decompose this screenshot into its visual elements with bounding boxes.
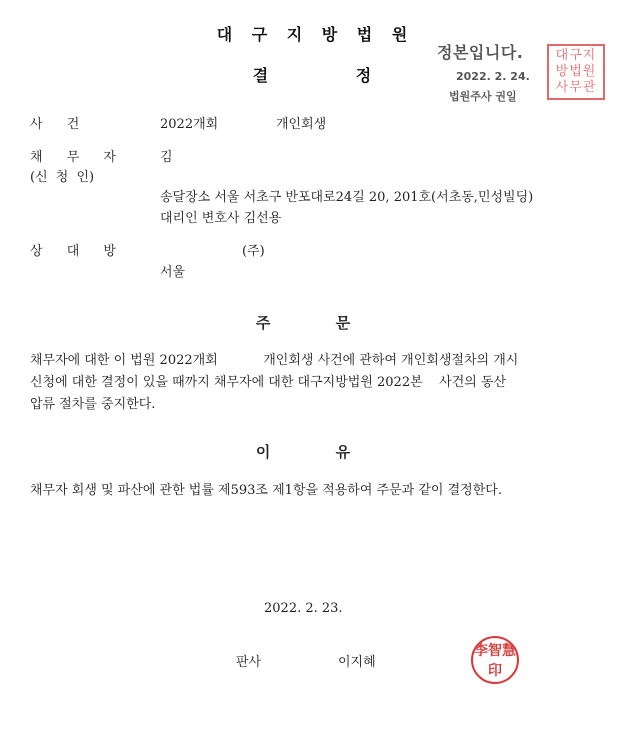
order-line-1: 채무자에 대한 이 법원 2022개회 개인회생 사건에 관하여 개인회생절차의 개시 [30,353,519,368]
case-name: 개인회생 [276,117,327,132]
reason-text: 채무자 회생 및 파산에 관한 법률 제593조 제1항을 적용하여 주문과 같이 결정한다. [30,483,502,498]
judge-seal: 李智慧印 [471,636,519,684]
opponent-name: (주) [242,244,265,259]
debtor-attorney: 대리인 변호사 김선용 [160,211,282,226]
service-address: 송달장소 서울 서초구 반포대로24길 20, 201호(서초동,민성빌딩) [160,190,534,205]
applicant-label: (신 청 인) [30,170,95,185]
certification-text: 정본입니다. [437,43,524,62]
certification-clerk: 법원주사 권일 [449,90,517,103]
debtor-label: 채 무 자 [30,150,116,165]
order-line-3: 압류 절차를 중지한다. [30,397,156,412]
opponent-address: 서울 [160,265,186,280]
case-label: 사 건 [30,117,80,132]
judge-title: 판사 [236,655,262,670]
opponent-label: 상 대 방 [30,244,116,259]
court-name: 대 구 지 방 법 원 [216,25,410,44]
judge-name: 이지혜 [338,655,376,670]
clerk-seal: 대구지방법원사무관 [547,44,605,100]
order-title: 주 문 [255,314,351,332]
document-type: 결 정 [252,66,374,85]
reason-title: 이 유 [255,443,351,461]
order-line-2: 신청에 대한 결정이 있을 때까지 채무자에 대한 대구지방법원 2022본 사건의 동산 [30,375,507,390]
certification-date: 2022. 2. 24. [456,70,530,83]
case-number: 2022개회 [160,117,219,132]
debtor-name: 김 [160,150,173,165]
decision-date: 2022. 2. 23. [264,601,343,616]
